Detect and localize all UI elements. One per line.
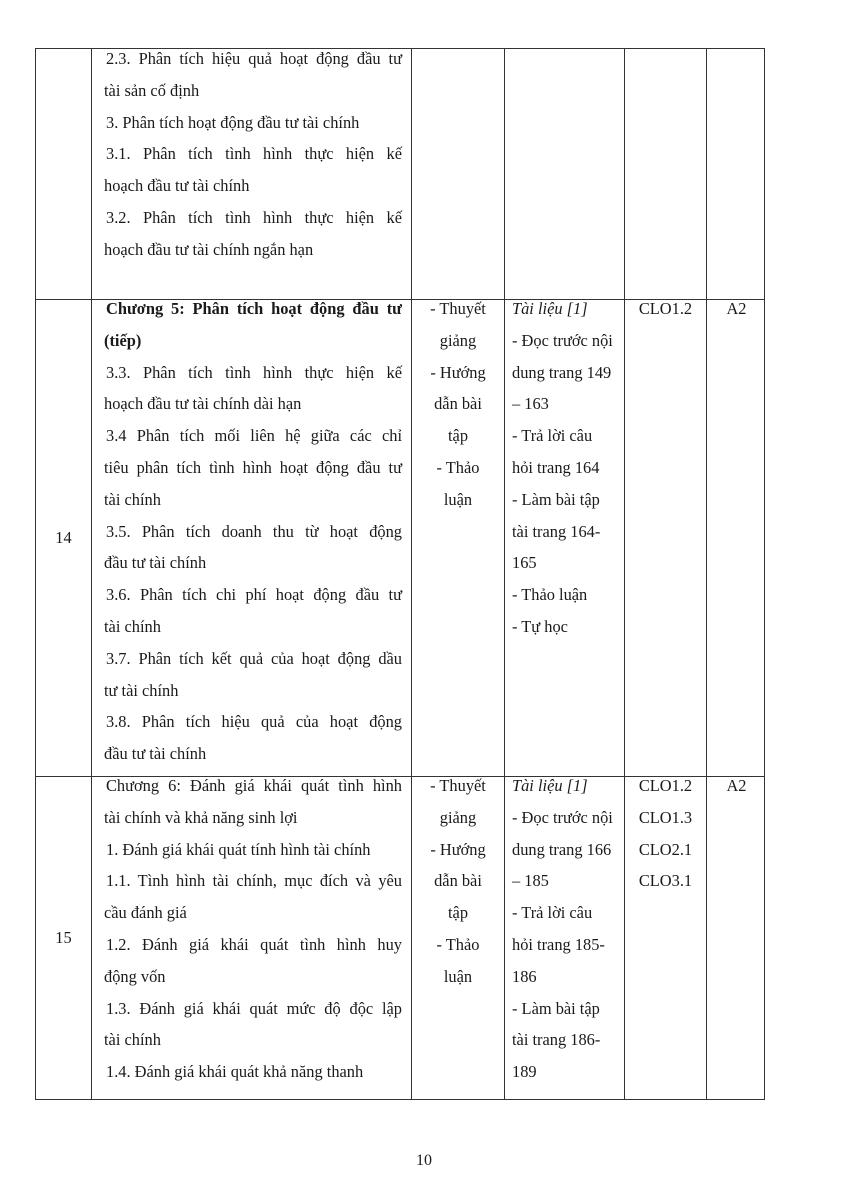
content-line: 1.3. Đánh giá khái quát mức độ độc lập bbox=[106, 998, 402, 1018]
week-number: 15 bbox=[55, 927, 72, 947]
content-line: 3.5. Phân tích doanh thu từ hoạt động bbox=[106, 521, 402, 541]
clo-code: CLO1.2 bbox=[638, 299, 693, 318]
content-line: Chương 6: Đánh giá khái quát tình hình bbox=[106, 776, 402, 795]
assessment-code: A2 bbox=[726, 299, 747, 318]
materials-line: – 163 bbox=[512, 394, 549, 414]
materials-line: - Đọc trước nội bbox=[512, 807, 613, 827]
content-line: 1. Đánh giá khái quát tính hình tài chính bbox=[106, 839, 371, 859]
assessment-code: A2 bbox=[726, 776, 747, 795]
materials-line: - Trả lời câu bbox=[512, 426, 593, 446]
method-line: giảng bbox=[439, 330, 477, 350]
teaching-methods-cell bbox=[416, 293, 500, 516]
content-cell bbox=[104, 770, 402, 1088]
materials-cell bbox=[512, 770, 622, 1088]
content-line: đầu tư tài chính bbox=[104, 744, 207, 764]
content-line: hoạch đầu tư tài chính ngắn hạn bbox=[104, 239, 314, 259]
content-line: tiêu phân tích tình hình hoạt động đầu tư bbox=[104, 457, 402, 477]
materials-line: tài trang 186- bbox=[512, 1030, 601, 1050]
content-line: 3. Phân tích hoạt động đầu tư tài chính bbox=[106, 112, 360, 132]
materials-line: - Đọc trước nội bbox=[512, 330, 613, 350]
materials-reference: Tài liệu [1] bbox=[512, 776, 588, 795]
teaching-methods-cell bbox=[416, 770, 500, 993]
method-line: luận bbox=[443, 966, 473, 986]
method-line: dẫn bài bbox=[434, 871, 482, 891]
content-line: 1.1. Tình hình tài chính, mục đích và yêu bbox=[106, 871, 402, 891]
content-line: hoạch đầu tư tài chính dài hạn bbox=[104, 394, 302, 414]
content-line: tài chính bbox=[104, 616, 161, 636]
materials-line: - Làm bài tập bbox=[512, 998, 600, 1018]
content-line: tư tài chính bbox=[104, 680, 179, 700]
content-line: 3.7. Phân tích kết quả của hoạt động dầu bbox=[106, 648, 402, 668]
content-line: hoạch đầu tư tài chính bbox=[104, 176, 250, 196]
materials-line: - Thảo luận bbox=[512, 585, 588, 605]
materials-line: 165 bbox=[512, 553, 537, 573]
method-line: - Thuyết bbox=[430, 299, 486, 318]
content-line: 3.2. Phân tích tình hình thực hiện kế bbox=[106, 207, 402, 227]
content-line: tài chính bbox=[104, 1030, 161, 1050]
clo-cell bbox=[625, 770, 706, 897]
clo-code: CLO1.3 bbox=[638, 807, 693, 827]
table-row bbox=[36, 776, 764, 1099]
materials-cell bbox=[512, 293, 622, 643]
content-line: 3.1. Phân tích tình hình thực hiện kế bbox=[106, 144, 402, 164]
materials-line: - Làm bài tập bbox=[512, 489, 600, 509]
clo-code: CLO1.2 bbox=[638, 776, 693, 795]
content-line: 3.8. Phân tích hiệu quả của hoạt động bbox=[106, 712, 402, 732]
method-line: - Hướng bbox=[430, 839, 486, 859]
clo-code: CLO3.1 bbox=[638, 871, 693, 891]
materials-reference: Tài liệu [1] bbox=[512, 299, 588, 318]
content-line: 2.3. Phân tích hiệu quả hoạt động đầu tư bbox=[106, 49, 402, 68]
method-line: - Thảo bbox=[436, 934, 480, 954]
week-number: 14 bbox=[55, 527, 72, 547]
content-cell bbox=[104, 43, 402, 266]
table-row bbox=[36, 299, 764, 776]
materials-line: dung trang 166 bbox=[512, 839, 612, 859]
materials-line: hỏi trang 185- bbox=[512, 934, 605, 954]
content-line: đầu tư tài chính bbox=[104, 553, 207, 573]
content-line: 3.3. Phân tích tình hình thực hiện kế bbox=[106, 362, 402, 382]
materials-line: - Trả lời câu bbox=[512, 903, 593, 923]
content-line: cầu đánh giá bbox=[104, 903, 187, 923]
method-line: luận bbox=[443, 489, 473, 509]
syllabus-table bbox=[35, 48, 765, 1100]
content-line: 3.6. Phân tích chi phí hoạt động đầu tư bbox=[106, 585, 402, 605]
materials-line: 189 bbox=[512, 1062, 537, 1082]
content-line: tài chính và khả năng sinh lợi bbox=[104, 807, 298, 827]
materials-line: dung trang 149 bbox=[512, 362, 612, 382]
clo-cell bbox=[625, 293, 706, 325]
page-number: 10 bbox=[416, 1152, 432, 1169]
method-line: - Thuyết bbox=[430, 776, 486, 795]
materials-line: 186 bbox=[512, 966, 537, 986]
content-line: 3.4 Phân tích mối liên hệ giữa các chỉ bbox=[106, 426, 402, 446]
materials-line: tài trang 164- bbox=[512, 521, 601, 541]
materials-line: hỏi trang 164 bbox=[512, 457, 600, 477]
content-line: tài sản cố định bbox=[104, 80, 200, 100]
content-cell bbox=[104, 293, 402, 770]
content-line: 1.2. Đánh giá khái quát tình hình huy bbox=[106, 934, 402, 954]
chapter-heading: Chương 5: Phân tích hoạt động đầu tư bbox=[106, 299, 402, 318]
method-line: giảng bbox=[439, 807, 477, 827]
method-line: - Hướng bbox=[430, 362, 486, 382]
method-line: tập bbox=[447, 426, 469, 446]
method-line: dẫn bài bbox=[434, 394, 482, 414]
materials-line: – 185 bbox=[512, 871, 549, 891]
clo-code: CLO2.1 bbox=[638, 839, 693, 859]
table-row bbox=[36, 49, 764, 299]
method-line: - Thảo bbox=[436, 457, 480, 477]
method-line: tập bbox=[447, 903, 469, 923]
content-line: 1.4. Đánh giá khái quát khả năng thanh bbox=[106, 1062, 364, 1082]
chapter-heading: (tiếp) bbox=[104, 330, 142, 350]
materials-line: - Tự học bbox=[512, 616, 568, 636]
content-line: động vốn bbox=[104, 966, 166, 986]
content-line: tài chính bbox=[104, 489, 161, 509]
